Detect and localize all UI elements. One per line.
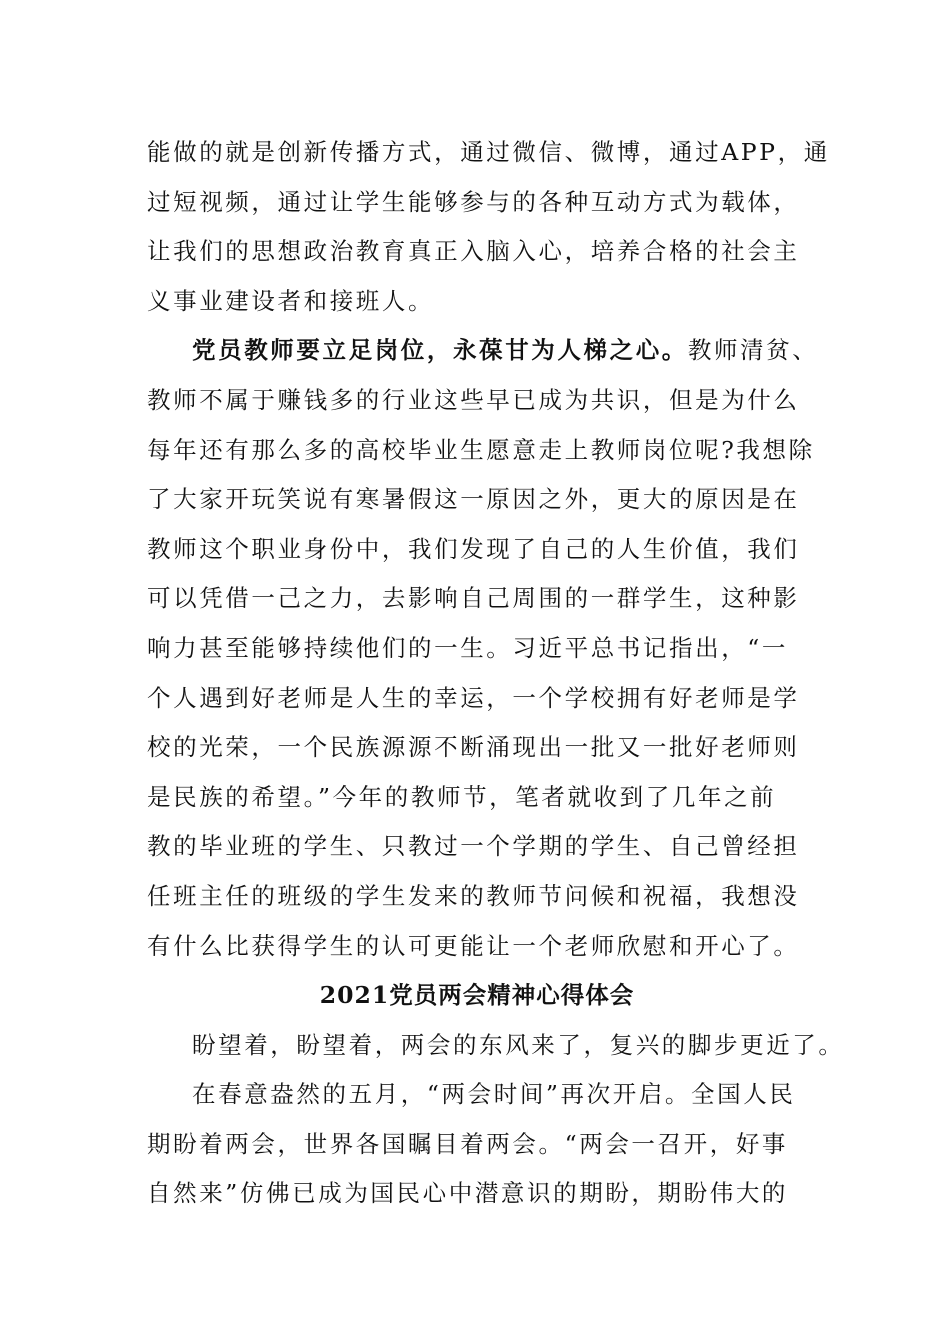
text-line: 能做的就是创新传播方式，通过微信、微博，通过APP，通 xyxy=(147,138,830,166)
text-line: 每年还有那么多的高校毕业生愿意走上教师岗位呢?我想除 xyxy=(147,435,815,464)
heading-line-rest: 教师清贫、 xyxy=(687,336,819,365)
text-line: 自然来”仿佛已成为国民心中潜意识的期盼，期盼伟大的 xyxy=(147,1179,789,1208)
paragraph-1 xyxy=(147,128,830,326)
paragraph-heading: 党员教师要立足岗位，永葆甘为人梯之心。 xyxy=(192,336,688,365)
text-line xyxy=(147,326,819,376)
text-line: 了大家开玩笑说有寒暑假这一原因之外，更大的原因是在 xyxy=(147,485,800,514)
text-line: 任班主任的班级的学生发来的教师节问候和祝福，我想没 xyxy=(147,881,800,910)
text-line: 让我们的思想政治教育真正入脑入心，培养合格的社会主 xyxy=(147,237,800,266)
paragraph-3: 盼望着，盼望着，两会的东风来了，复兴的脚步更近了。 xyxy=(192,1030,845,1059)
text-line: 过短视频，通过让学生能够参与的各种互动方式为载体， xyxy=(147,187,800,216)
text-line: 教师这个职业身份中，我们发现了自己的人生价值，我们 xyxy=(147,534,800,563)
text-line: 义事业建设者和接班人。 xyxy=(147,286,435,315)
text-line: 是民族的希望。”今年的教师节，笔者就收到了几年之前 xyxy=(147,782,777,811)
text-line: 教师不属于赚钱多的行业这些早已成为共识，但是为什么 xyxy=(147,385,800,414)
text-line: 个人遇到好老师是人生的幸运，一个学校拥有好老师是学 xyxy=(147,683,800,712)
text-line: 期盼着两会，世界各国瞩目着两会。“两会一召开，好事 xyxy=(147,1129,789,1158)
paragraph-2 xyxy=(147,326,819,971)
text-line: 教的毕业班的学生、只教过一个学期的学生、自己曾经担 xyxy=(147,832,800,861)
section-title: 2021党员两会精神心得体会 xyxy=(319,981,635,1010)
text-line: 在春意盎然的五月，“两会时间”再次开启。全国人民 xyxy=(192,1080,796,1109)
text-line: 校的光荣，一个民族源源不断涌现出一批又一批好老师则 xyxy=(147,733,800,762)
paragraph-4 xyxy=(147,1070,807,1219)
text-line: 响力甚至能够持续他们的一生。习近平总书记指出，“一 xyxy=(147,633,789,662)
document-page xyxy=(147,128,845,1219)
text-line: 有什么比获得学生的认可更能让一个老师欣慰和开心了。 xyxy=(147,931,800,960)
text-line: 可以凭借一己之力，去影响自己周围的一群学生，这种影 xyxy=(147,584,800,613)
